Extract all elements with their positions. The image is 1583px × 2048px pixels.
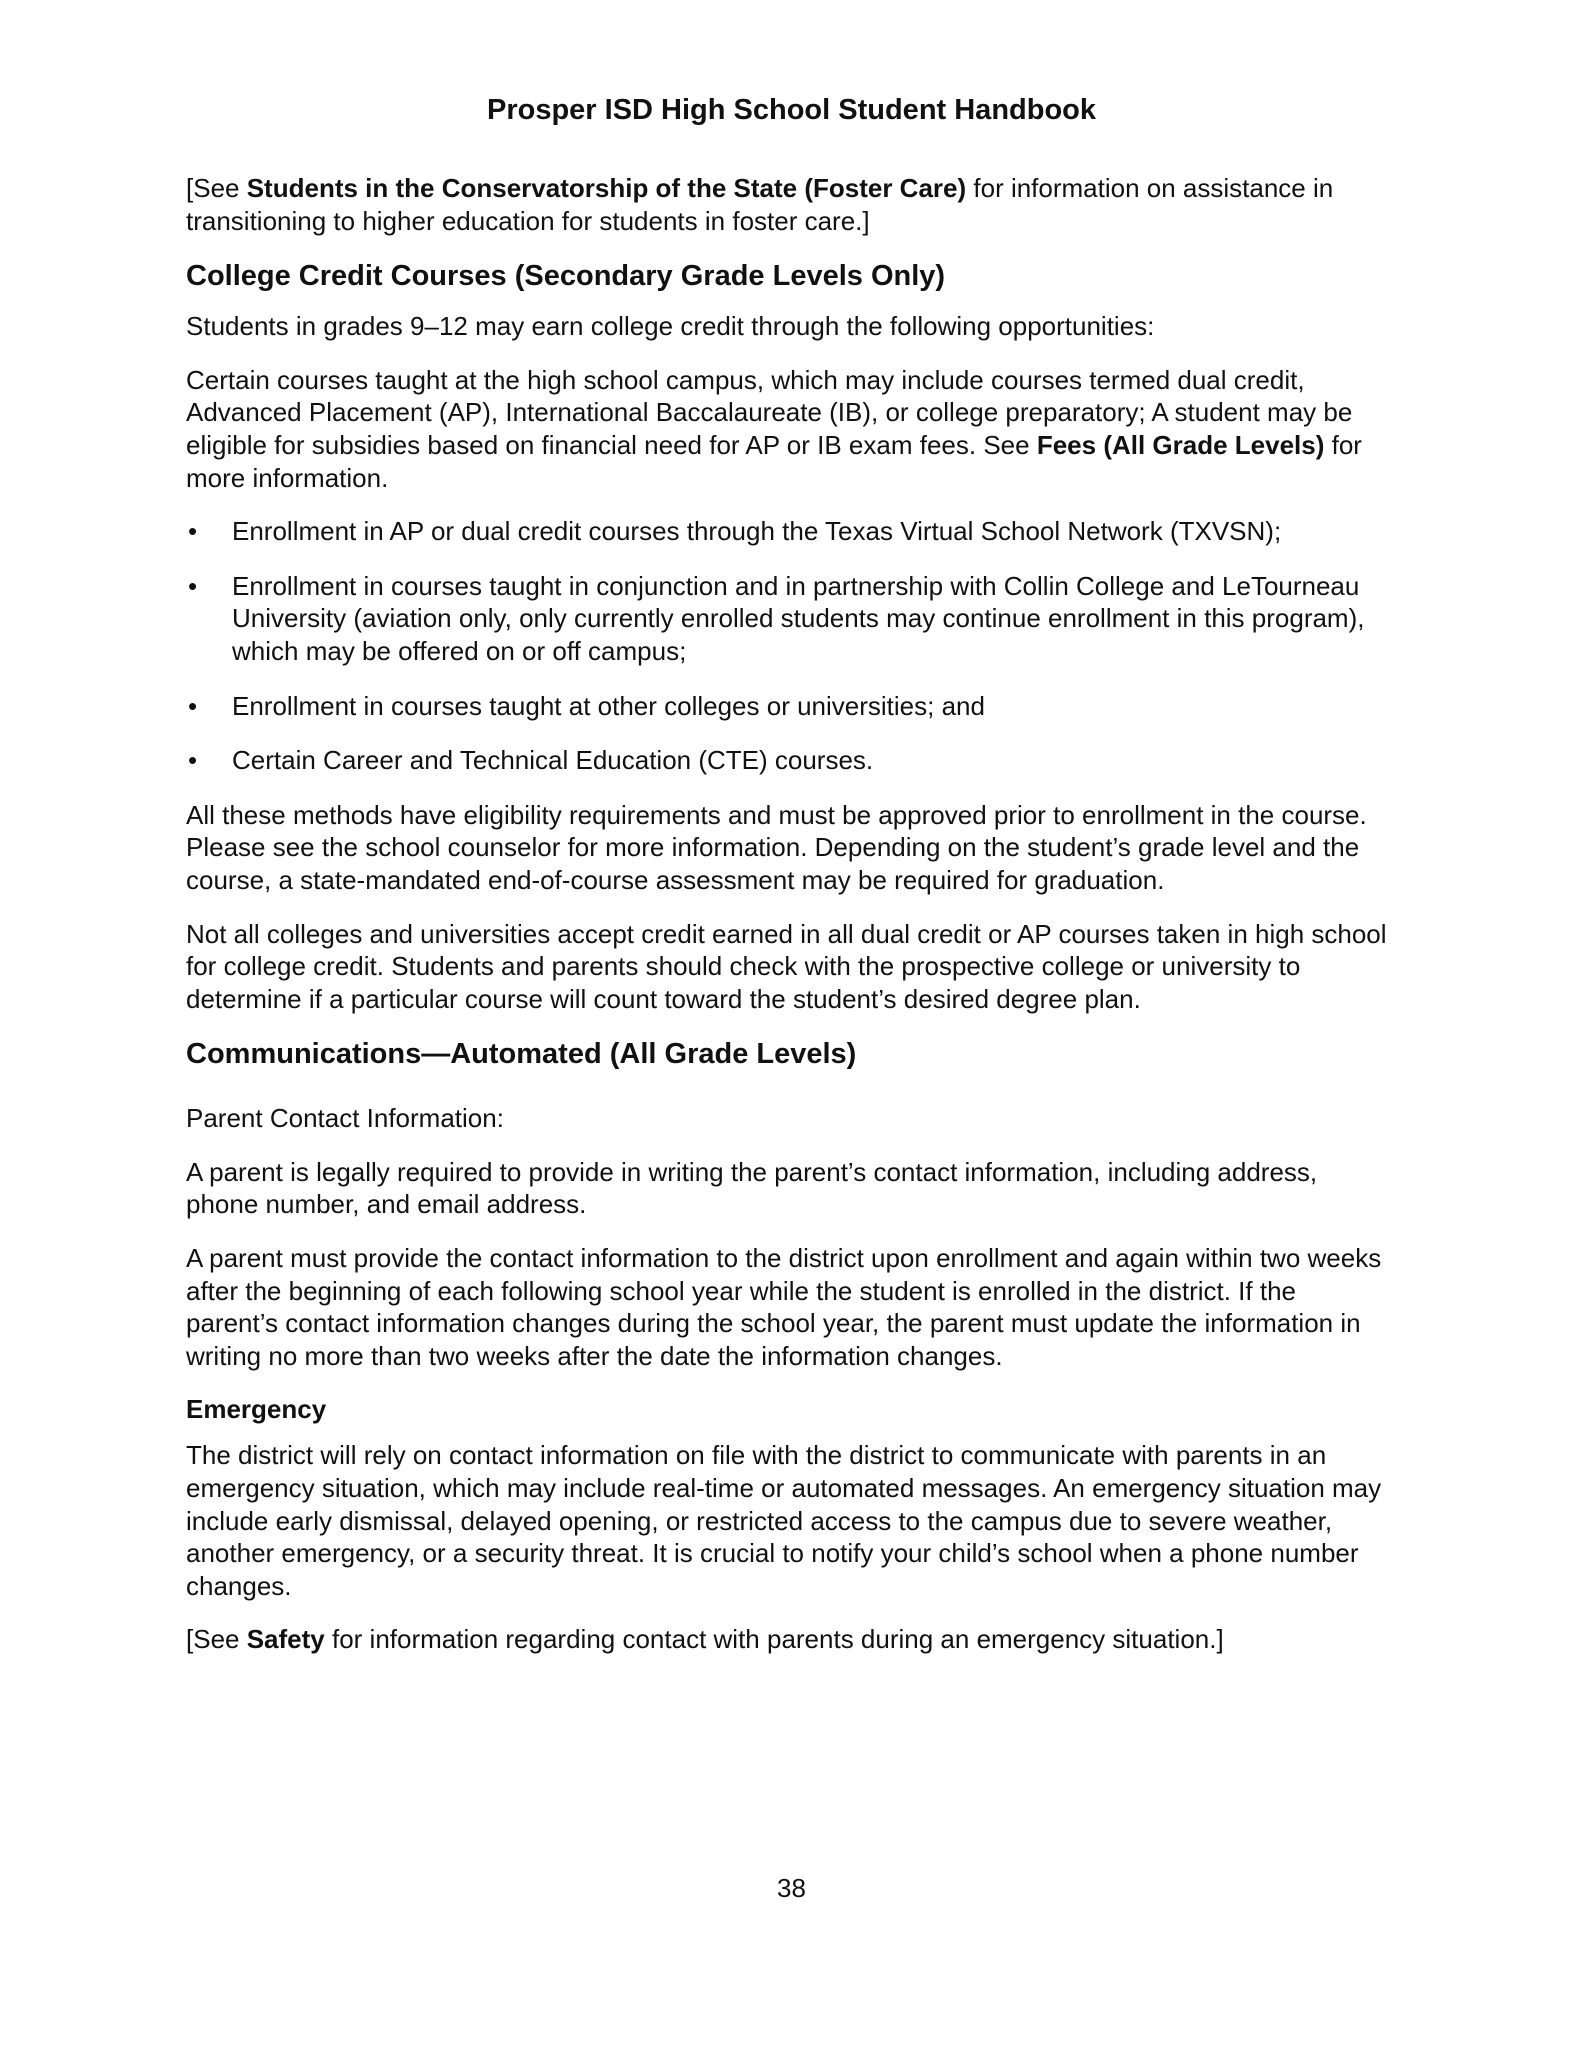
safety-reference: Safety: [246, 1624, 325, 1655]
page-number: 38: [777, 1873, 806, 1903]
list-item: [186, 690, 1387, 723]
list-item-text: Enrollment in AP or dual credit courses through the Texas Virtual School Network (TXVSN);: [232, 516, 1282, 547]
courses-paragraph-post: for more information.: [186, 429, 1362, 493]
list-item-text: Enrollment in courses taught in conjunction and in partnership with Collin College and LeTourneau University (aviation only, only currently enrolled students may continue enrollment in this program), which may be offered on or off campus;: [232, 570, 1365, 666]
list-item: [186, 744, 1387, 777]
intro-post: for information on assistance in transitioning to higher education for students in foster care.]: [186, 173, 1334, 236]
list-item-text: Enrollment in courses taught at other colleges or universities; and: [232, 690, 985, 721]
credit-acceptance-paragraph: Not all colleges and universities accept credit earned in all dual credit or AP courses taken in high school for college credit. Students and parents should check with the prospective college or university to determine if a particular course will count toward the student’s desired degree plan.: [186, 918, 1387, 1014]
bullet-icon: •: [188, 516, 198, 547]
college-credit-courses-paragraph: [186, 364, 1387, 494]
bullet-icon: •: [188, 745, 198, 776]
section-heading-communications: Communications—Automated (All Grade Levels): [186, 1038, 857, 1071]
list-item: [186, 570, 1387, 668]
foster-care-reference: Students in the Conservatorship of the State (Foster Care): [246, 173, 967, 203]
intro-paragraph: [186, 172, 1387, 237]
page-header: Prosper ISD High School Student Handbook: [486, 94, 1097, 126]
emergency-subheading: Emergency: [186, 1394, 327, 1425]
college-credit-intro: Students in grades 9–12 may earn college credit through the following opportunities:: [186, 311, 1155, 342]
contact-update-paragraph: A parent must provide the contact information to the district upon enrollment and again within two weeks after the beginning of each following school year while the student is enrolled in the district. If the parent’s contact information changes during the school year, the parent must update the information in writing no more than two weeks after the date the information changes.: [186, 1243, 1382, 1371]
safety-reference-paragraph: [186, 1623, 1387, 1656]
safety-pre: [See: [186, 1624, 247, 1655]
parent-contact-label: Parent Contact Information:: [186, 1103, 504, 1134]
bullet-icon: •: [188, 570, 198, 601]
emergency-paragraph: The district will rely on contact information on file with the district to communicate with parents in an emergency situation, which may include real-time or automated messages. An emergency situation may include early dismissal, delayed opening, or restricted access to the campus due to severe weather, another emergency, or a security threat. It is crucial to notify your child’s school when a phone number changes.: [186, 1440, 1382, 1601]
list-item-text: Certain Career and Technical Education (CTE) courses.: [232, 745, 874, 776]
eligibility-paragraph: All these methods have eligibility requirements and must be approved prior to enrollment in the course. Please see the school counselor for more information. Depending on the student’s grade level and the course, a state-mandated end-of-course assessment may be required for graduation.: [186, 799, 1367, 895]
list-item: [186, 515, 1387, 548]
section-heading-college-credit: College Credit Courses (Secondary Grade Levels Only): [186, 260, 946, 293]
legal-requirement-paragraph: A parent is legally required to provide in writing the parent’s contact information, including address, phone number, and email address.: [186, 1156, 1318, 1220]
opportunity-list: [186, 515, 1387, 777]
safety-post: for information regarding contact with parents during an emergency situation.]: [324, 1624, 1224, 1655]
courses-paragraph-pre: Certain courses taught at the high school campus, which may include courses termed dual credit, Advanced Placement (AP), International Baccalaureate (IB), or college preparatory; A student may be eligible for subsidies based on financial need for AP or IB exam fees. See: [186, 364, 1353, 460]
intro-pre: [See: [186, 173, 247, 203]
fees-reference: Fees (All Grade Levels): [1036, 429, 1325, 460]
bullet-icon: •: [188, 690, 198, 721]
